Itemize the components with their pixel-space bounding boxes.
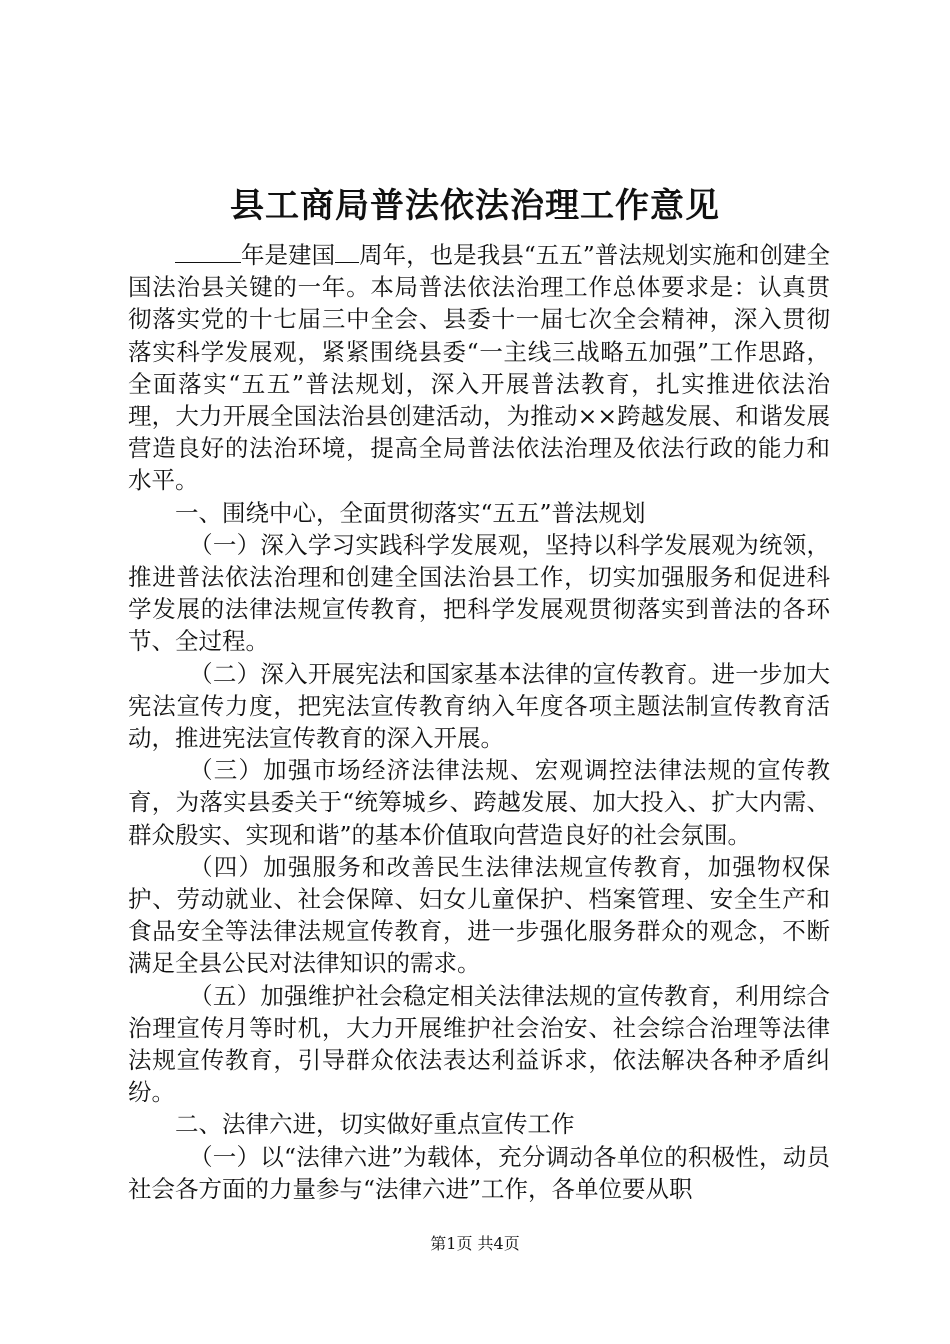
fill-in-blank-anniversary bbox=[335, 238, 359, 263]
section-heading-1: 一、围绕中心，全面贯彻落实“五五”普法规划 bbox=[175, 498, 646, 527]
document-title: 县工商局普法依法治理工作意见 bbox=[230, 186, 720, 226]
section-heading-2: 二、法律六进，切实做好重点宣传工作 bbox=[175, 1110, 575, 1139]
section-1-item-3: （三）加强市场经济法律法规、宏观调控法律法规的宣传教育，为落实县委关于“统筹城乡、跨越发展、加大投入、扩大内需、群众殷实、实现和谐”的基本价值取向营造良好的社会氛围。 bbox=[128, 756, 830, 849]
document-body bbox=[128, 238, 830, 1205]
section-1-item-5: （五）加强维护社会稳定相关法律法规的宣传教育，利用综合治理宣传月等时机，大力开展维护社会治安、社会综合治理等法律法规宣传教育，引导群众依法表达利益诉求，依法解决各种矛盾纠纷。 bbox=[128, 981, 830, 1107]
fill-in-blank-year bbox=[175, 238, 241, 263]
section-2-item-1: （一）以“法律六进”为载体，充分调动各单位的积极性，动员社会各方面的力量参与“法律六进”工作，各单位要从职 bbox=[128, 1142, 830, 1203]
intro-paragraph bbox=[128, 238, 830, 497]
page-number-footer: 第1页 共4页 bbox=[430, 1234, 520, 1253]
intro-text-part2: 周年，也是我县“五五”普法规划实施和创建全国法治县关键的一年。本局普法依法治理工作总体要求是：认真贯彻落实党的十七届三中全会、县委十一届七次全会精神，深入贯彻落实科学发展观，紧紧围绕县委“一主线三战略五加强”工作思路，全面落实“五五”普法规划，深入开展普法教育，扎实推进依法治理，大力开展全国法治县创建活动，为推动××跨越发展、和谐发展营造良好的法治环境，提高全局普法依法治理及依法行政的能力和水平。 bbox=[128, 241, 830, 495]
intro-text-part1: 年是建国 bbox=[241, 241, 336, 269]
section-1-item-2: （二）深入开展宪法和国家基本法律的宣传教育。进一步加大宪法宣传力度，把宪法宣传教育纳入年度各项主题法制宣传教育活动，推进宪法宣传教育的深入开展。 bbox=[128, 659, 830, 753]
section-1-item-1: （一）深入学习实践科学发展观，坚持以科学发展观为统领，推进普法依法治理和创建全国法治县工作，切实加强服务和促进科学发展的法律法规宣传教育，把科学发展观贯彻落实到普法的各环节、全过程。 bbox=[128, 530, 830, 656]
section-1-item-4: （四）加强服务和改善民生法律法规宣传教育，加强物权保护、劳动就业、社会保障、妇女儿童保护、档案管理、安全生产和食品安全等法律法规宣传教育，进一步强化服务群众的观念，不断满足全县公民对法律知识的需求。 bbox=[128, 852, 830, 978]
